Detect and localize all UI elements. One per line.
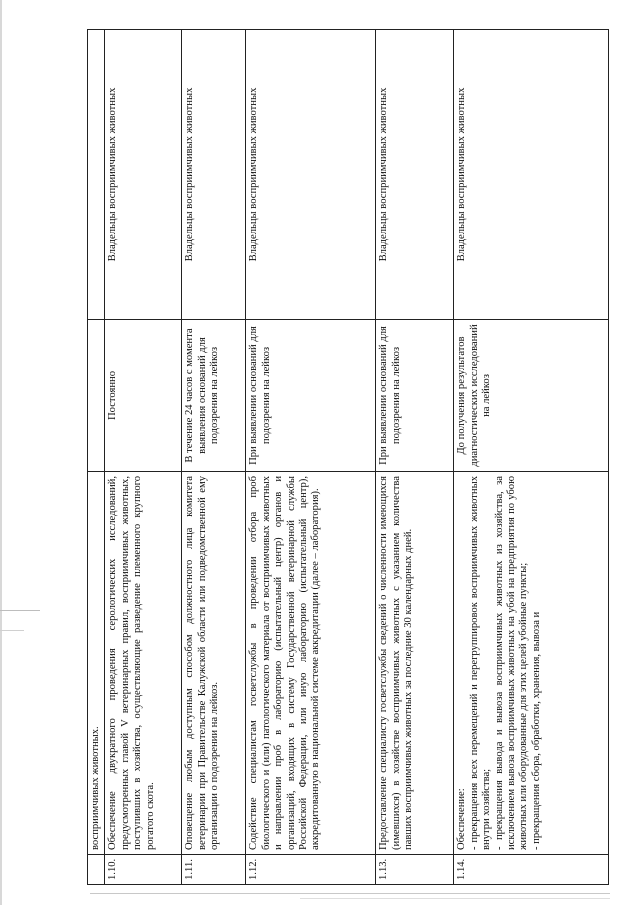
row-number: 1.14. (454, 855, 609, 885)
measure-term: До получения результатов диагностических исследований на лейкоз (454, 320, 609, 472)
measure-term: При выявлении оснований для подозрения на лейкоз (376, 320, 454, 472)
measure-description: Содействие специалистам госветслужбы в проведении отбора проб биологического и (или) патологического материала от восприимчивых животных и направлении проб в лабораторию (испытательный центр) органов и организаций, входящих в систему Государственной ветеринарной службы Российской Федерации, или иную лабораторию (испытательный центр), аккредитованную в национальной системе аккредитации (далее – лаборатория). (246, 472, 376, 855)
responsible-party: Владельцы восприимчивых животных (246, 30, 376, 320)
measure-term (88, 320, 105, 472)
description-line: - прекращения вывода и вывоза восприимчивых животных из хозяйства, за исключением вывоза восприимчивых животных на убой на предприятия по убою животных или оборудованные для этих целей убойные пункты; (493, 476, 530, 850)
responsible-party: Владельцы восприимчивых животных (376, 30, 454, 320)
measures-table (87, 29, 609, 885)
rotated-table-sheet (87, 30, 607, 885)
row-number: 1.10. (105, 855, 182, 885)
row-number: 1.13. (376, 855, 454, 885)
row-number: 1.12. (246, 855, 376, 885)
measure-description: восприимчивых животных. (88, 472, 105, 855)
table-row (182, 30, 246, 885)
measure-term: В течение 24 часов с момента выявления оснований для подозрения на лейкоз (182, 320, 246, 472)
responsible-party: Владельцы восприимчивых животных (454, 30, 609, 320)
measure-description: Предоставление специалисту госветслужбы сведений о численности имеющихся (имевшихся) в хозяйстве восприимчивых животных с указанием количества павших восприимчивых животных за последние 30 календарных дней. (376, 472, 454, 855)
table-row (454, 30, 609, 885)
measure-description: Обеспечение двукратного проведения серологических исследований, предусмотренных главой V ветеринарных правил, восприимчивых животных, поступивших в хозяйства, осуществляющие разведение племенного крупного рогатого скота. (105, 472, 182, 855)
responsible-party (88, 30, 105, 320)
responsible-party: Владельцы восприимчивых животных (182, 30, 246, 320)
measure-description (454, 472, 609, 855)
row-number: 1.11. (182, 855, 246, 885)
table-row (246, 30, 376, 885)
measure-term: Постоянно (105, 320, 182, 472)
responsible-party: Владельцы восприимчивых животных (105, 30, 182, 320)
measure-term: При выявлении оснований для подозрения на лейкоз (246, 320, 376, 472)
table-row (105, 30, 182, 885)
bottom-rule (300, 898, 610, 899)
table-row (376, 30, 454, 885)
description-line: - прекращения сбора, обработки, хранения, вывоза и (530, 611, 542, 850)
description-line: Обеспечение: (456, 788, 468, 850)
row-number (88, 855, 105, 885)
bottom-rule (90, 893, 610, 894)
measure-description: Оповещение любым доступным способом должностного лица комитета ветеринарии при Правительстве Калужской области или подведомственной ему организации о подозрении на лейкоз. (182, 472, 246, 855)
description-line: - прекращения всех перемещений и перегруппировок восприимчивых животных внутри хозяйства; (468, 476, 493, 850)
scan-mark (0, 610, 40, 611)
page-edge (0, 0, 2, 905)
scan-mark (0, 630, 24, 631)
table-row (88, 30, 105, 885)
